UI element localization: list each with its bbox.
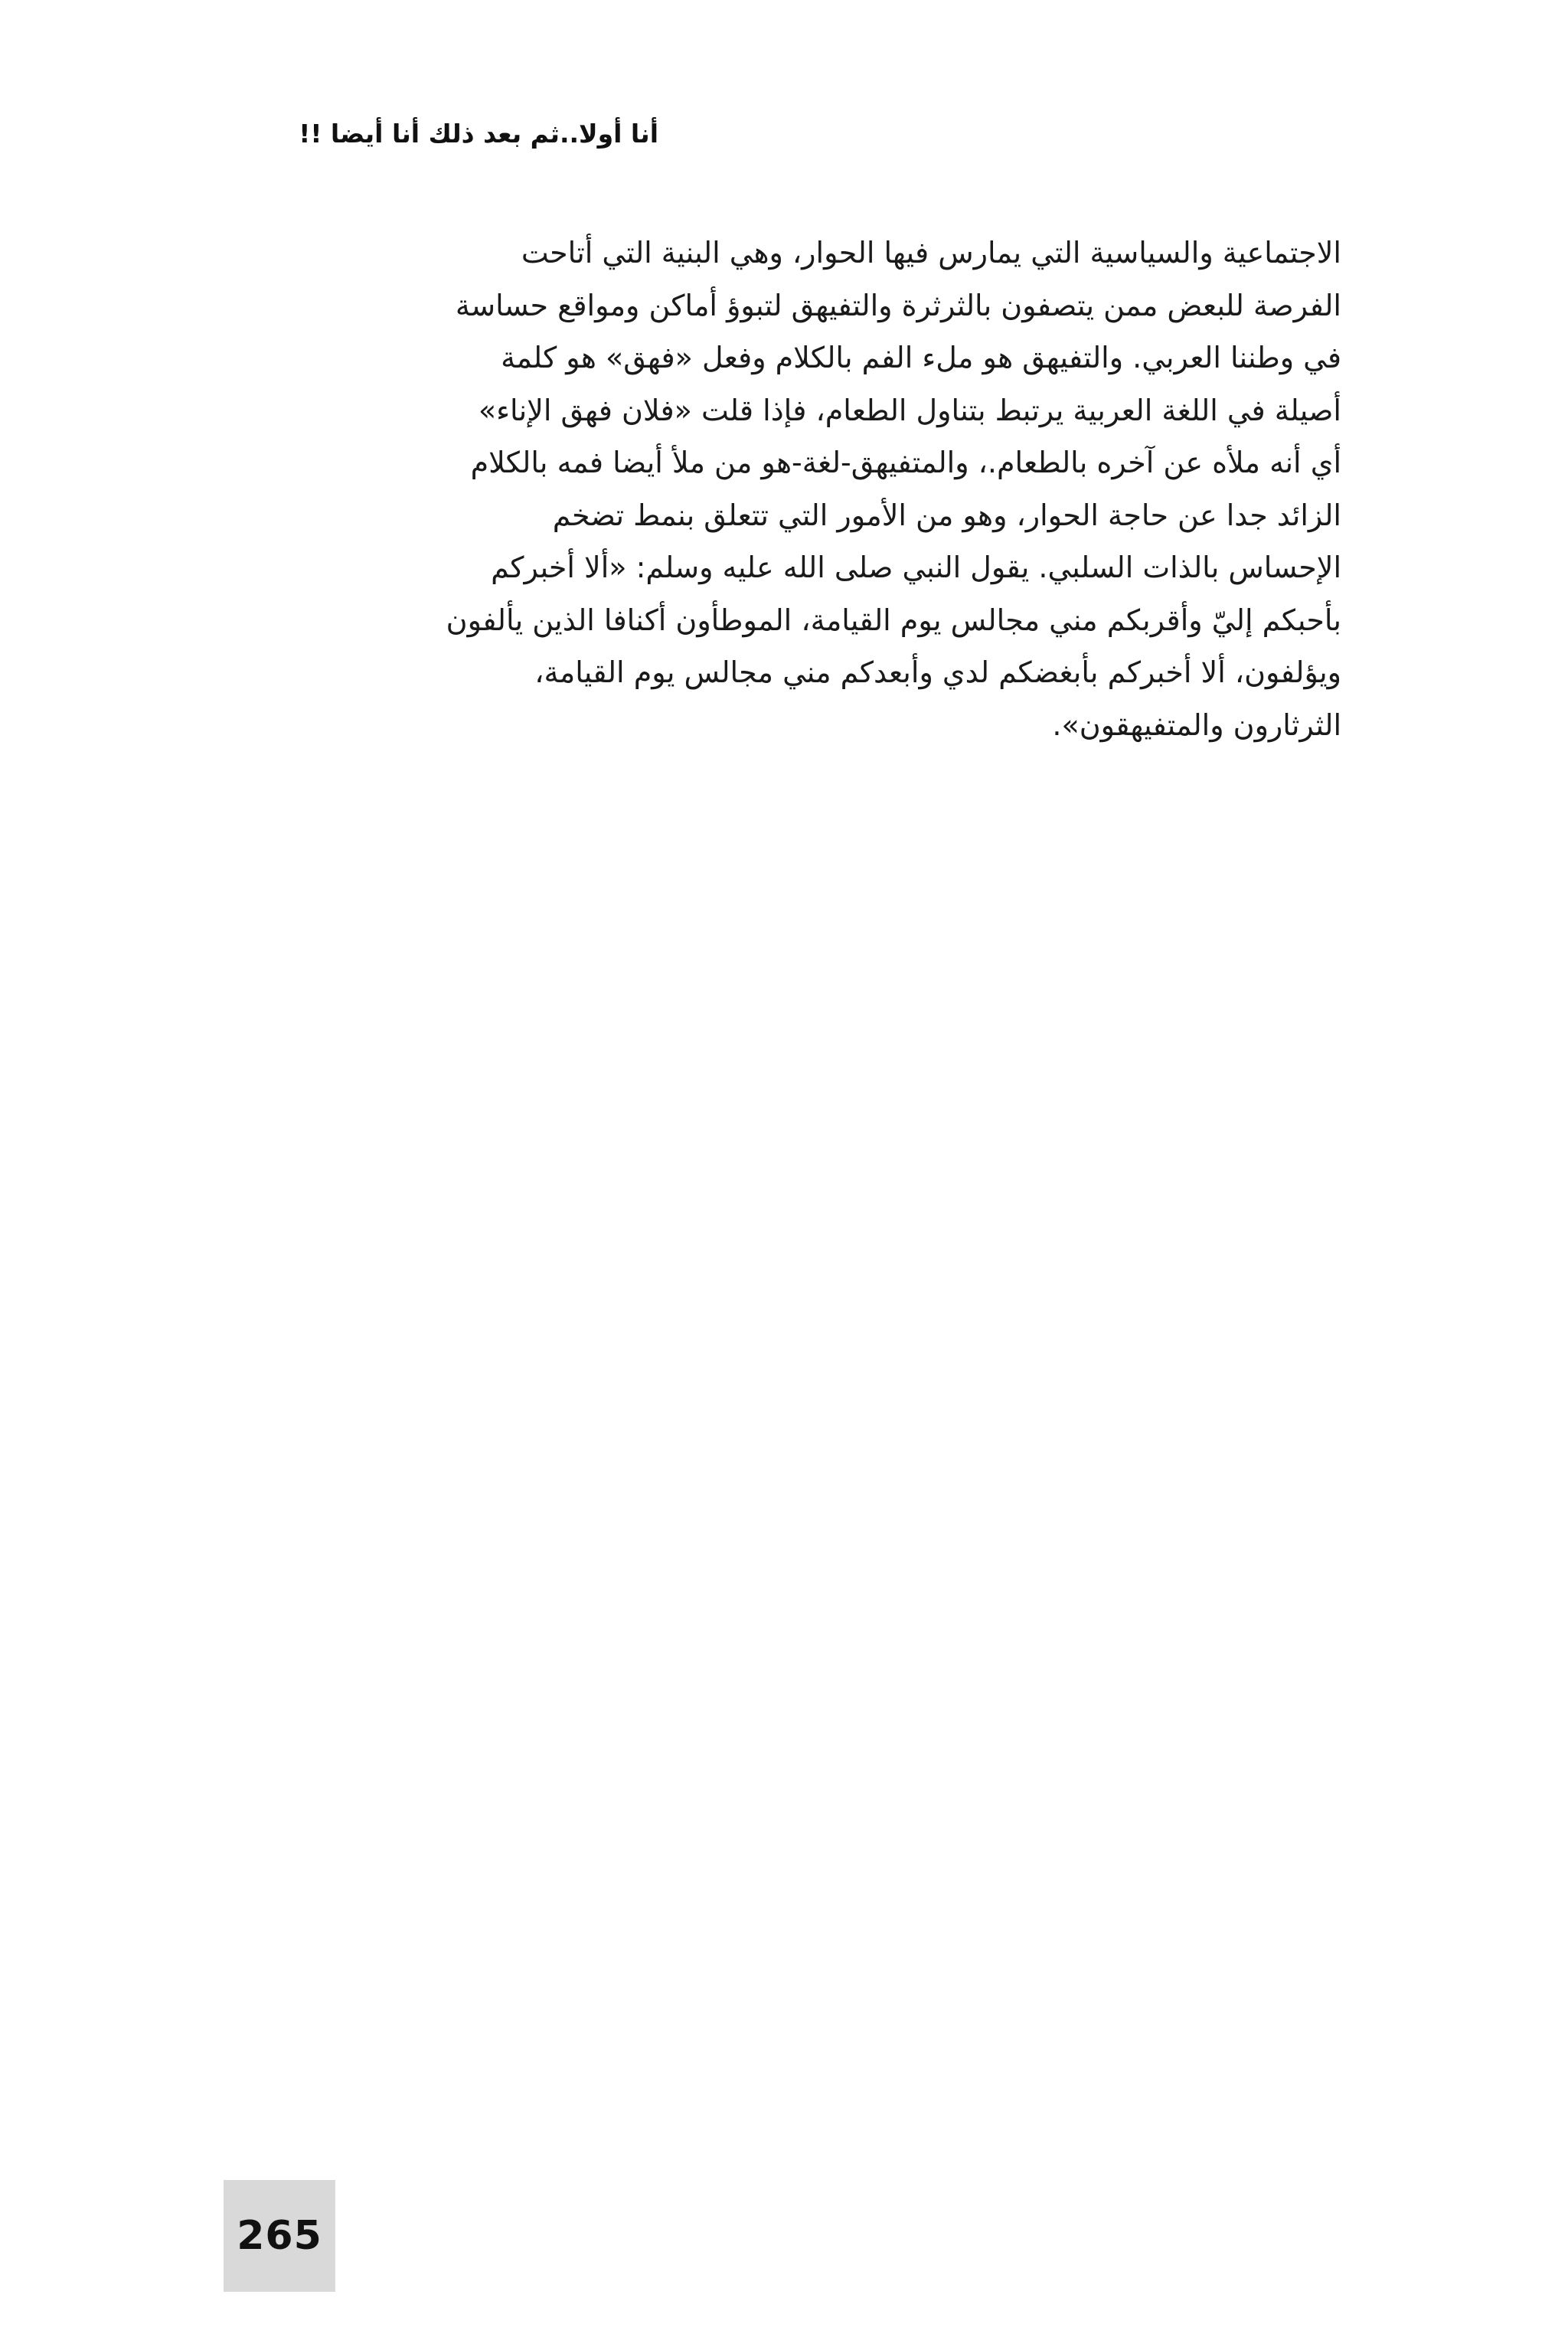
text-line: الإحساس بالذات السلبي. يقول النبي صلى الله عليه وسلم: «ألا أخبركم xyxy=(491,551,1341,584)
text-line: أي أنه ملأه عن آخره بالطعام.، والمتفيهق-لغة-هو من ملأ أيضا فمه بالكلام xyxy=(470,446,1341,479)
running-header-title: أنا أولا..ثم بعد ذلك أنا أيضا !! xyxy=(299,119,658,149)
page-number: 265 xyxy=(237,2213,322,2259)
text-line: الثرثارون والمتفيهقون». xyxy=(1052,708,1341,742)
text-line: أصيلة في اللغة العربية يرتبط بتناول الطعام، فإذا قلت «فلان فهق الإناء» xyxy=(478,393,1341,427)
text-line: الاجتماعية والسياسية التي يمارس فيها الحوار، وهي البنية التي أتاحت xyxy=(521,236,1341,270)
text-line: بأحبكم إليّ وأقربكم مني مجالس يوم القيامة، الموطأون أكنافا الذين يألفون xyxy=(446,603,1341,637)
text-line: الزائد جدا عن حاجة الحوار، وهو من الأمور التي تتعلق بنمط تضخم xyxy=(552,498,1341,532)
text-line: في وطننا العربي. والتفيهق هو ملء الفم بالكلام وفعل «فهق» هو كلمة xyxy=(501,341,1341,374)
text-line: الفرصة للبعض ممن يتصفون بالثرثرة والتفيهق لتبوؤ أماكن ومواقع حساسة xyxy=(455,288,1341,322)
body-paragraph xyxy=(224,227,1341,751)
text-line: ويؤلفون، ألا أخبركم بأبغضكم لدي وأبعدكم مني مجالس يوم القيامة، xyxy=(534,655,1341,689)
page-number-box xyxy=(224,2180,335,2292)
